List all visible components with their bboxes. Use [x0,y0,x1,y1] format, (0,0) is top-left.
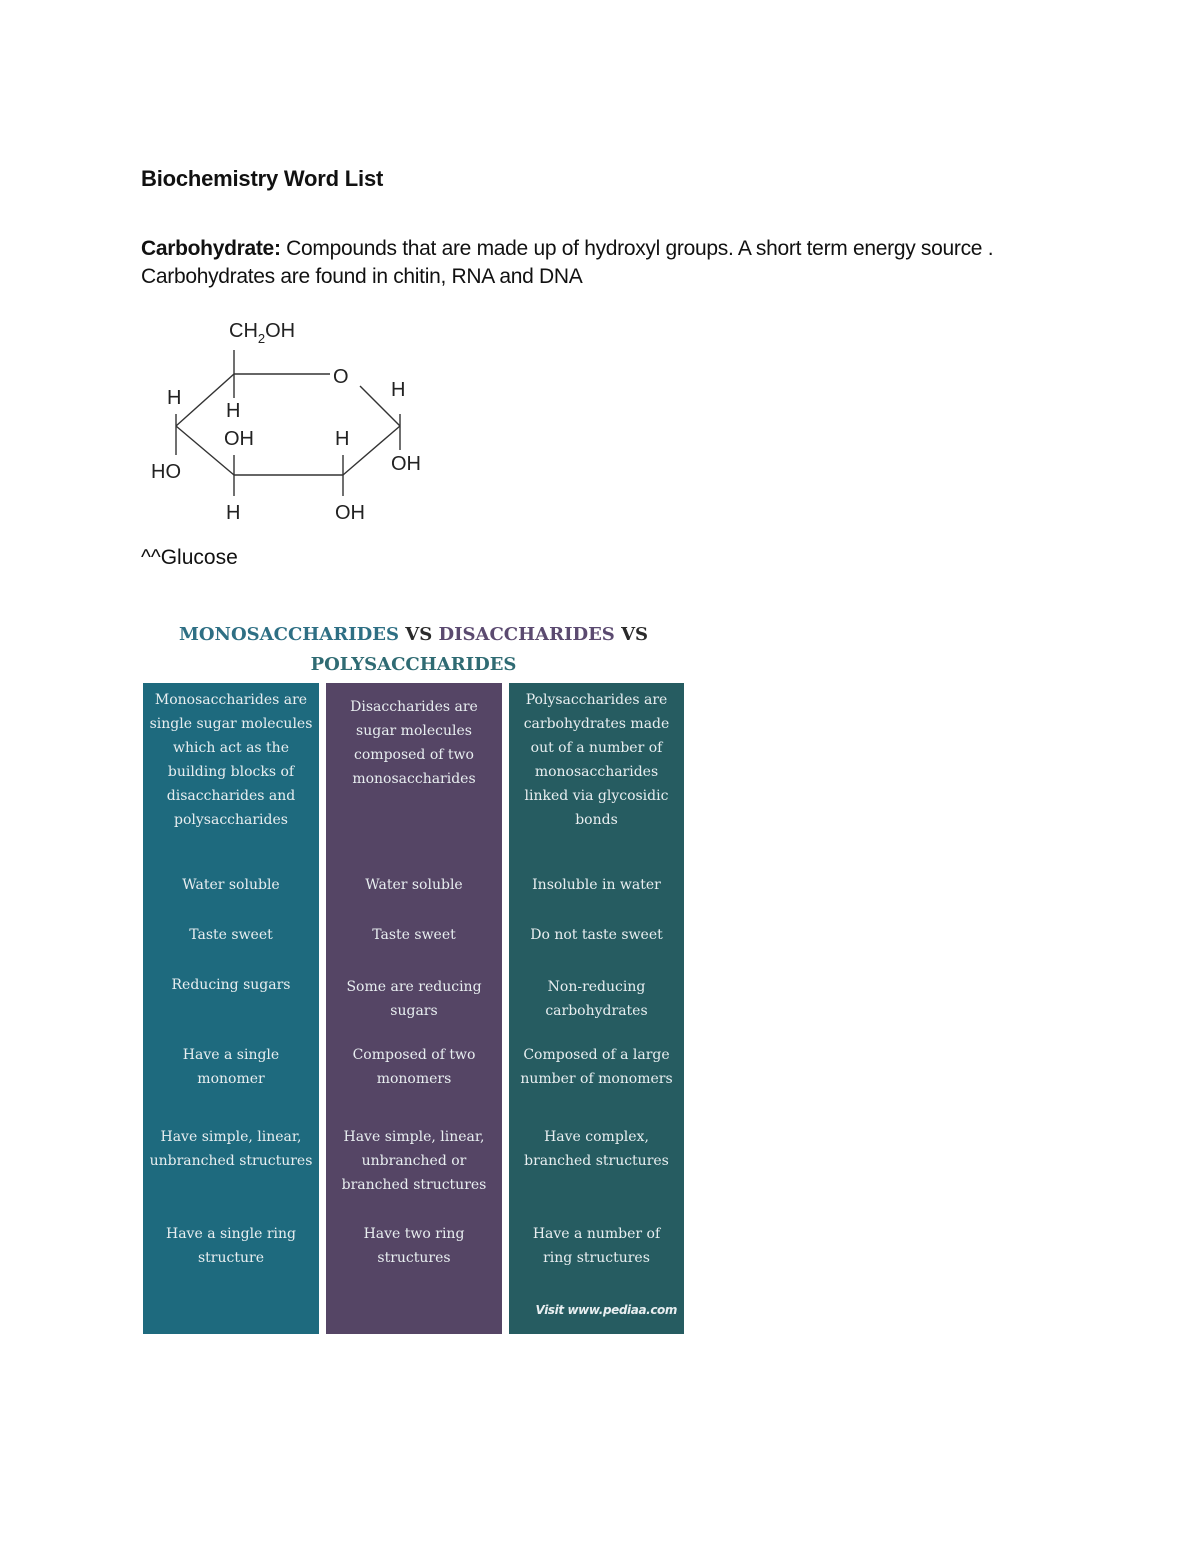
saccharides-comparison-infographic [143,615,684,1335]
di-definition: Disaccharides are sugar molecules composed of two monosaccharides [350,699,478,787]
poly-monomers: Composed of a large number of monomers [520,1047,673,1087]
label-c1-h: H [391,379,406,401]
column-monosaccharides [143,683,319,1334]
definition-term: Carbohydrate [141,237,274,260]
di-rings: Have two ring structures [363,1226,465,1266]
title-vs-1: VS [398,624,439,645]
poly-rings: Have a number of ring structures [532,1226,661,1266]
label-c4-ho: HO [151,461,181,483]
di-taste: Taste sweet [372,927,456,943]
column-polysaccharides [509,683,684,1334]
carbohydrate-definition [141,235,1041,291]
diagram-caption: ^^Glucose [141,546,238,569]
title-monosaccharides: MONOSACCHARIDES [178,624,399,645]
mono-solubility: Water soluble [182,877,280,893]
di-reducing: Some are reducing sugars [346,979,482,1019]
poly-taste: Do not taste sweet [530,927,663,943]
label-c1-oh: OH [391,453,421,475]
mono-reducing: Reducing sugars [171,977,291,993]
definition-separator: : [273,237,281,260]
label-c2-oh: OH [335,502,365,524]
glucose-structure-diagram [140,310,440,535]
mono-taste: Taste sweet [189,927,273,943]
title-disaccharides: DISACCHARIDES [438,624,615,645]
poly-definition: Polysaccharides are carbohydrates made out of a number of monosaccharides linked via glycosidic bonds [523,692,670,828]
infographic-title [143,620,684,680]
title-vs-2: VS [614,624,649,645]
definition-text: Compounds that are made up of hydroxyl groups. A short term energy source . Carbohydrates are found in chitin, RNA and DNA [141,237,994,288]
label-ring-oxygen: O [333,366,349,388]
label-ch2oh: $CH_2OH$ [229,320,296,346]
di-structure: Have simple, linear, unbranched or branched structures [341,1129,487,1193]
mono-monomers: Have a single monomer [182,1047,280,1087]
label-c5-h: H [226,400,241,422]
label-c4-h: H [167,387,182,409]
page-title: Biochemistry Word List [141,166,384,191]
poly-reducing: Non-reducing carbohydrates [545,979,648,1019]
di-monomers: Composed of two monomers [352,1047,476,1087]
poly-solubility: Insoluble in water [532,877,661,893]
di-solubility: Water soluble [365,877,463,893]
mono-structure: Have simple, linear, unbranched structures [149,1129,313,1169]
poly-structure: Have complex, branched structures [524,1129,669,1169]
glucose-ring-bonds [176,350,400,496]
label-c3-oh: OH [224,428,254,450]
column-disaccharides [326,683,502,1334]
source-credit: Visit www.pediaa.com [535,1303,677,1317]
label-c3-h: H [226,502,241,524]
mono-definition: Monosaccharides are single sugar molecules which act as the building blocks of disaccharides and polysaccharides [149,692,313,828]
title-polysaccharides: POLYSACCHARIDES [310,654,517,675]
mono-rings: Have a single ring structure [166,1226,296,1266]
label-c2-h: H [335,428,350,450]
